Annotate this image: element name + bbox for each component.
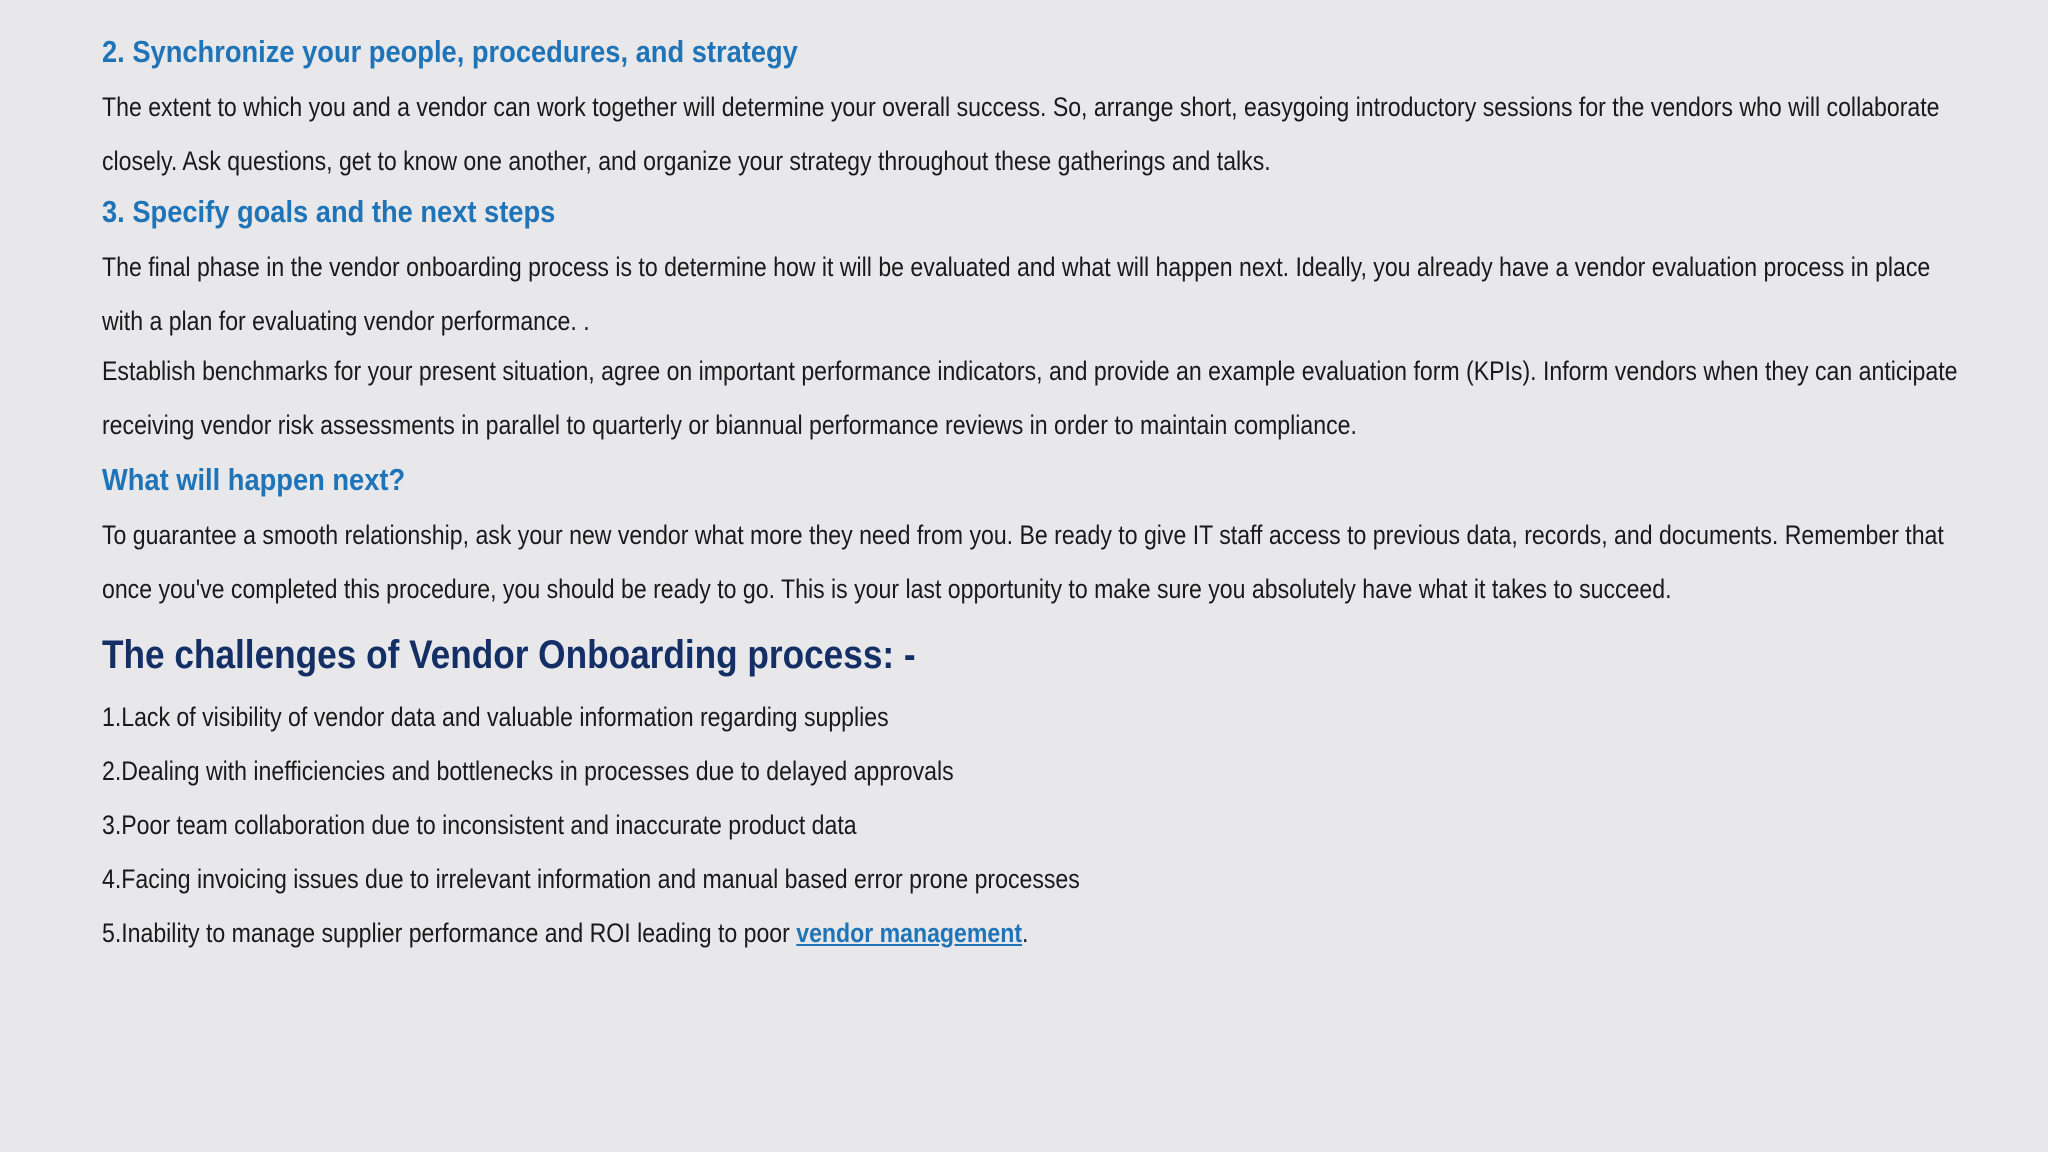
list-item-text: 5.Inability to manage supplier performance and ROI leading to poor xyxy=(102,918,797,948)
section-heading-what-next: What will happen next? xyxy=(102,462,406,497)
list-item: 2.Dealing with inefficiencies and bottlenecks in processes due to delayed approvals xyxy=(102,756,954,786)
vendor-management-link[interactable]: vendor management xyxy=(796,918,1023,948)
list-item: 3.Poor team collaboration due to inconsistent and inaccurate product data xyxy=(102,810,857,840)
section-paragraph-synchronize: The extent to which you and a vendor can work together will determine your overall success. So, arrange short, easygoing introductory sessions for the vendors who will collaborate closely. Ask questions, get to know one another, and organize your strategy throughout these gatherings and talks. xyxy=(102,92,1940,176)
section-paragraph-what-next: To guarantee a smooth relationship, ask your new vendor what more they need from you. Be ready to give IT staff access to previous data, records, and documents. Remember that once you've completed this procedure, you should be ready to go. This is your last opportunity to make sure you absolutely have what it takes to succeed. xyxy=(102,520,1944,604)
section-heading-goals: 3. Specify goals and the next steps xyxy=(102,194,556,229)
list-item xyxy=(102,906,1696,960)
challenges-heading: The challenges of Vendor Onboarding process: - xyxy=(102,633,916,677)
section-paragraph-goals-2: Establish benchmarks for your present situation, agree on important performance indicators, and provide an example evaluation form (KPIs). Inform vendors when they can anticipate receiving vendor risk assessments in parallel to quarterly or biannual performance reviews in order to maintain compliance. xyxy=(102,356,1958,440)
list-item: 1.Lack of visibility of vendor data and valuable information regarding supplies xyxy=(102,702,889,732)
section-paragraph-goals-1: The final phase in the vendor onboarding process is to determine how it will be evaluated and what will happen next. Ideally, you already have a vendor evaluation process in place with a plan for evaluating vendor performance. . xyxy=(102,252,1931,336)
list-item-suffix: . xyxy=(1022,918,1029,948)
list-item: 4.Facing invoicing issues due to irrelevant information and manual based error prone processes xyxy=(102,864,1080,894)
challenges-list xyxy=(102,690,1966,960)
section-heading-synchronize: 2. Synchronize your people, procedures, and strategy xyxy=(102,34,798,69)
